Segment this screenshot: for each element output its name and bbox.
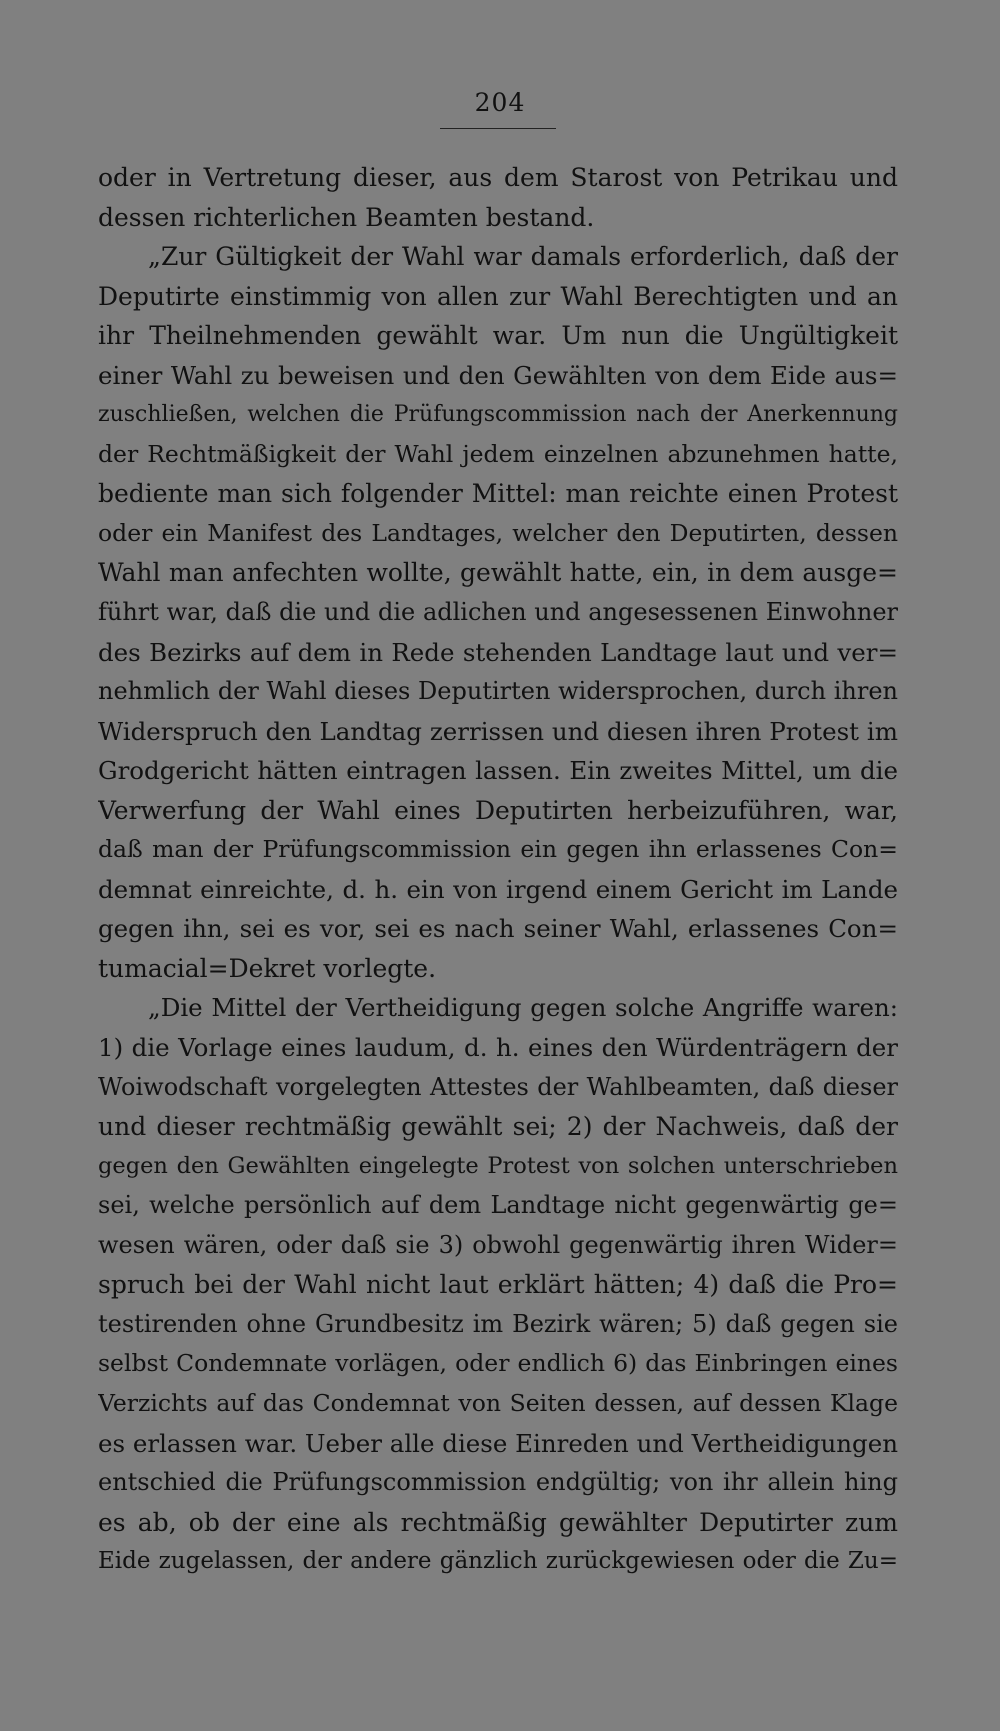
text-line: demnat einreichte, d. h. ein von irgend einem Gericht im Lande: [98, 874, 898, 904]
text-line: Wahl man anfechten wollte, gewählt hatte, ein, in dem ausge=: [98, 558, 898, 588]
text-line: spruch bei der Wahl nicht laut erklärt hätten; 4) daß die Pro=: [98, 1270, 898, 1300]
text-line: wesen wären, oder daß sie 3) obwohl gegenwärtig ihren Wider=: [98, 1230, 898, 1259]
text-line: Grodgericht hätten eintragen lassen. Ein zweites Mittel, um die: [98, 756, 898, 786]
text-line: gegen den Gewählten eingelegte Protest von solchen unterschrieben: [98, 1152, 898, 1179]
text-line: dessen richterlichen Beamten bestand.: [98, 202, 595, 232]
text-line: ihr Theilnehmenden gewählt war. Um nun die Ungültigkeit: [98, 321, 898, 351]
text-line: es erlassen war. Ueber alle diese Einreden und Vertheidigungen: [98, 1428, 898, 1458]
text-line: selbst Condemnate vorlägen, oder endlich 6) das Einbringen eines: [98, 1349, 898, 1378]
text-line: entschied die Prüfungscommission endgültig; von ihr allein hing: [98, 1468, 898, 1497]
text-line: „Die Mittel der Vertheidigung gegen solche Angriffe waren:: [148, 993, 898, 1023]
text-line: sei, welche persönlich auf dem Landtage nicht gegenwärtig ge=: [98, 1191, 898, 1220]
text-line: bediente man sich folgender Mittel: man reichte einen Protest: [98, 479, 898, 509]
text-line: Widerspruch den Landtag zerrissen und diesen ihren Protest im: [98, 716, 898, 746]
text-line: der Rechtmäßigkeit der Wahl jedem einzelnen abzunehmen hatte,: [98, 439, 898, 468]
text-line: einer Wahl zu beweisen und den Gewählten von dem Eide aus=: [98, 360, 898, 390]
page-number: 204: [474, 88, 526, 117]
body-text: [98, 158, 898, 1582]
text-line: Verwerfung der Wahl eines Deputirten herbeizuführen, war,: [98, 795, 898, 825]
text-line: Verzichts auf das Condemnat von Seiten dessen, auf dessen Klage: [98, 1388, 898, 1417]
text-line: daß man der Prüfungscommission ein gegen ihn erlassenes Con=: [98, 835, 898, 864]
text-line: Eide zugelassen, der andere gänzlich zurückgewiesen oder die Zu=: [98, 1548, 898, 1575]
text-line: nehmlich der Wahl dieses Deputirten widersprochen, durch ihren: [98, 677, 898, 706]
text-line: oder ein Manifest des Landtages, welcher den Deputirten, dessen: [98, 518, 898, 547]
text-line: führt war, daß die und die adlichen und angesessenen Einwohner: [98, 598, 898, 627]
text-line: gegen ihn, sei es vor, sei es nach seiner Wahl, erlassenes Con=: [98, 914, 898, 944]
text-line: testirenden ohne Grundbesitz im Bezirk wären; 5) daß gegen sie: [98, 1309, 898, 1338]
text-line: oder in Vertretung dieser, aus dem Starost von Petrikau und: [98, 163, 898, 192]
text-line: des Bezirks auf dem in Rede stehenden Landtage laut und ver=: [98, 637, 898, 667]
header-rule: [440, 128, 556, 129]
text-line: tumacial=Dekret vorlegte.: [98, 953, 437, 983]
text-line: zuschließen, welchen die Prüfungscommission nach der Anerkennung: [98, 402, 898, 428]
text-line: Deputirte einstimmig von allen zur Wahl Berechtigten und an: [98, 281, 898, 311]
text-line: Woiwodschaft vorgelegten Attestes der Wahlbeamten, daß dieser: [98, 1072, 898, 1101]
text-line: es ab, ob der eine als rechtmäßig gewählter Deputirter zum: [98, 1507, 898, 1537]
text-line: und dieser rechtmäßig gewählt sei; 2) der Nachweis, daß der: [98, 1112, 898, 1142]
text-line: 1) die Vorlage eines laudum, d. h. eines den Würdenträgern der: [98, 1033, 898, 1063]
text-line: „Zur Gültigkeit der Wahl war damals erforderlich, daß der: [148, 242, 898, 272]
